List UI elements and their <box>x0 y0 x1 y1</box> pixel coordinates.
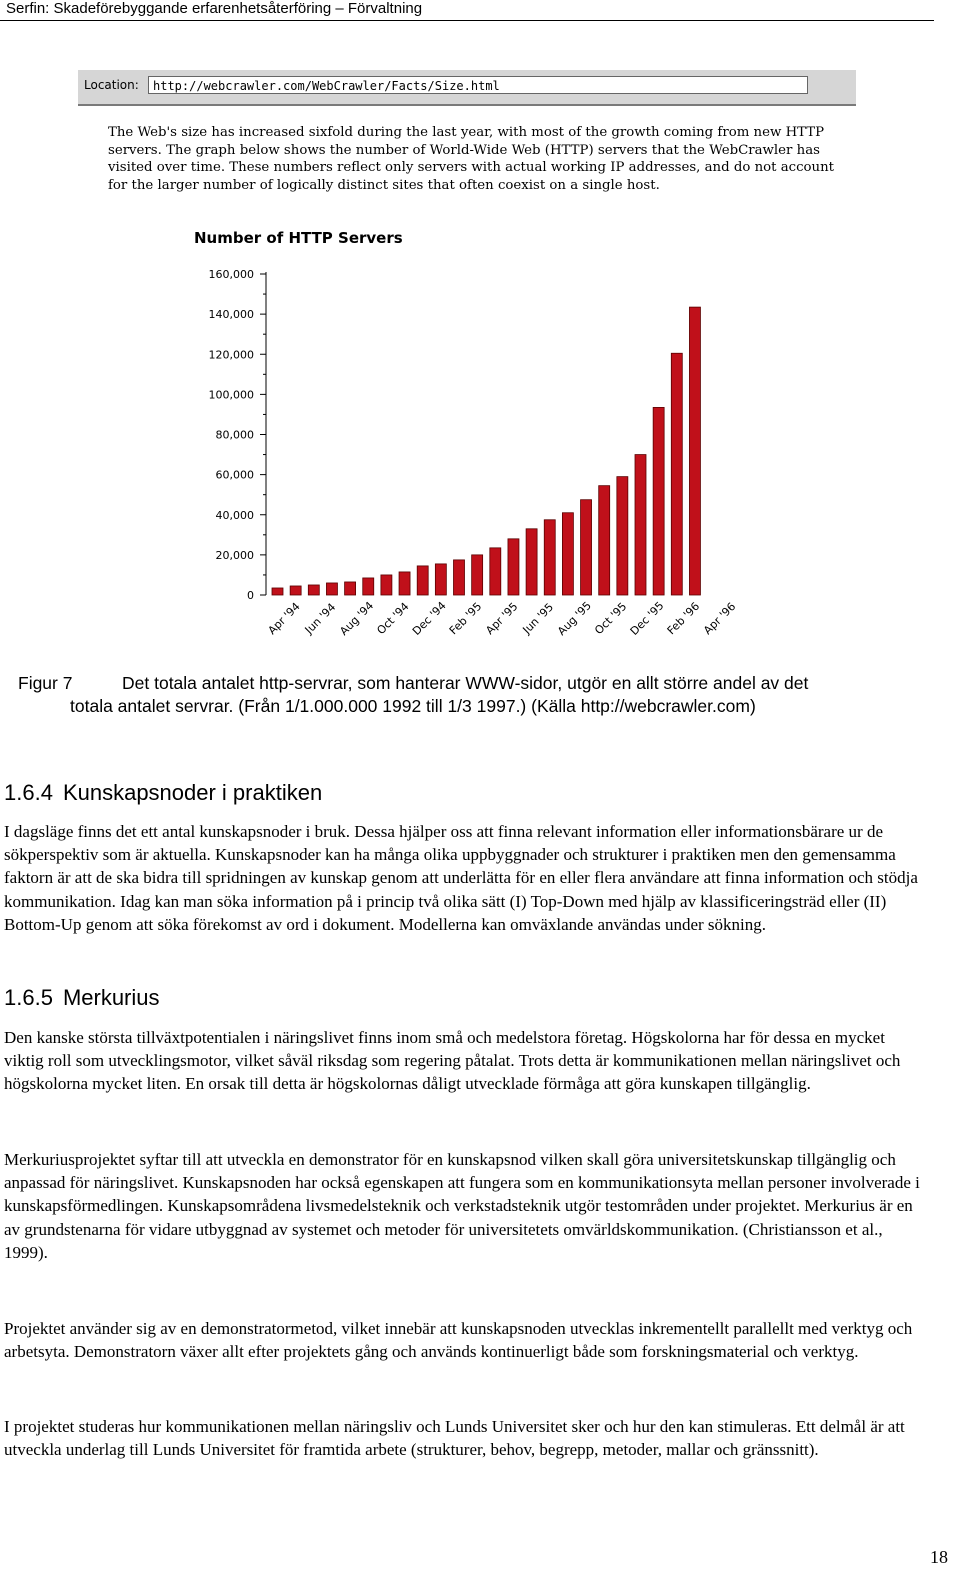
x-tick-label: Oct '95 <box>592 599 630 638</box>
paragraph: I projektet studeras hur kommunikationen mellan näringsliv och Lunds Universitet sker och hur den kan stimuleras. Ett delmål är att utveckla underlag till Lunds Universitet för framtida arbete (strukturer, behov, begrepp, metoder, mallar och gränssnitt). <box>4 1417 905 1460</box>
bar <box>653 407 664 595</box>
bar <box>381 575 392 595</box>
x-tick-label: Jun '94 <box>302 600 339 637</box>
y-tick-label: 120,000 <box>208 348 254 362</box>
y-tick-label: 60,000 <box>215 468 254 482</box>
bar <box>689 307 700 595</box>
paragraph-kunskapsnoder: I dagsläge finns det ett antal kunskapsnoder i bruk. Dessa hjälper oss att finna relevant information eller informationsbärare ur de sökperspektiv som är aktuella. Kunskapsnoder kan ha många olika uppbyggnader och strukturer i praktiken men den gemensamma faktorn är att de ska bidra till spridningen av kunskap genom att underlätta för en eller flera användare att finna information och stödja kommunikation. Idag kan man söka information på i princip två olika sätt (I) Top-Down med hjälp av klassificeringsträd eller (II) Bottom-Up genom att söka förekomst av ord i dokument. Modellerna kan omväxlande användas under sökning. <box>4 822 918 934</box>
chart-title: Number of HTTP Servers <box>194 229 403 247</box>
section-number: 1.6.5 <box>4 985 53 1010</box>
bar <box>345 582 356 595</box>
bar <box>435 564 446 595</box>
caption-line-1: Det totala antalet http-servrar, som hanterar WWW-sidor, utgör en allt större andel av det <box>122 673 809 693</box>
x-tick-label: Feb '95 <box>446 599 485 638</box>
caption-line-2: totala antalet servrar. (Från 1/1.000.000 1992 till 1/3 1997.) (Källa http://webcrawler.com) <box>70 696 756 716</box>
section-heading-kunskapsnoder <box>4 780 322 806</box>
bar <box>544 520 555 595</box>
bar <box>417 566 428 595</box>
section-heading-merkurius <box>4 985 160 1011</box>
header-rule <box>0 20 934 21</box>
bar <box>308 585 319 595</box>
y-tick-label: 160,000 <box>208 268 254 281</box>
bar <box>635 455 646 595</box>
paragraph: Projektet använder sig av en demonstratormetod, vilket innebär att kunskapsnoden utvecklas inkrementellt parallellt med verktyg och arbetsyta. Demonstratorn växer allt efter projektets gång och används kontinuerligt både som forskningsmaterial och verktyg. <box>4 1319 913 1362</box>
paragraph: Den kanske största tillväxtpotentialen i näringslivet finns inom små och medelstora företag. Högskolorna har för dessa en mycket viktig roll som utvecklingsmotor, vilket såväl riksdag som regering påtalat. Trots detta är kommunikationen mellan näringslivet och högskolorna mycket liten. En orsak till detta är högskolornas dåligt utvecklade förmåga att göra kunskapen tillgänglig. <box>4 1028 901 1094</box>
y-tick-label: 20,000 <box>215 548 254 562</box>
bar <box>399 572 410 595</box>
figure-caption <box>18 672 928 718</box>
running-header: Serfin: Skadeförebyggande erfarenhetsåterföring – Förvaltning <box>6 0 423 17</box>
section-title: Merkurius <box>62 985 160 1010</box>
y-tick-label: 40,000 <box>215 508 254 522</box>
bar <box>526 529 537 595</box>
figure-label: Figur 7 <box>18 673 73 693</box>
bar <box>599 486 610 595</box>
x-tick-label: Apr '95 <box>483 599 521 638</box>
location-url-field: http://webcrawler.com/WebCrawler/Facts/Size.html <box>148 76 808 94</box>
x-tick-label: Apr '96 <box>701 599 739 638</box>
x-tick-label: Aug '95 <box>555 599 594 638</box>
embedded-screenshot <box>78 70 856 660</box>
x-tick-label: Apr '94 <box>265 599 303 638</box>
paragraph: Merkuriusprojektet syftar till att utveckla en demonstrator för en kunskapsnod vilken skall göra universitetskunskap tillgänglig och anpassad för näringslivet. Kunskapsnoden har också egenskapen att fungera som en kommunikationsyta mellan personer involverade i kunskapsförmedlingen. Kunskapsområdena livsmedelsteknik och verkstadsteknik utgör testområden under projektet. Merkurius är en av grundstenarna för vidare utbyggnad av systemet och metoder för universitetets omvärldskommunikation. (Christiansson et al., 1999). <box>4 1150 920 1262</box>
section-number: 1.6.4 <box>4 780 53 805</box>
bar <box>562 513 573 595</box>
section-title: Kunskapsnoder i praktiken <box>62 780 323 805</box>
bar <box>326 583 337 595</box>
y-tick-label: 80,000 <box>215 428 254 442</box>
bar <box>290 586 301 595</box>
x-tick-label: Dec '94 <box>409 599 449 638</box>
page-number: 18 <box>930 1547 948 1567</box>
bar <box>617 477 628 595</box>
x-tick-label: Oct '94 <box>374 599 412 638</box>
bar <box>581 500 592 595</box>
location-label: Location: <box>84 78 139 92</box>
bar <box>454 560 465 595</box>
bar <box>508 539 519 595</box>
x-tick-label: Feb '96 <box>664 599 703 638</box>
x-tick-label: Jun '95 <box>520 600 557 637</box>
bar <box>671 353 682 595</box>
bar <box>363 578 374 595</box>
y-tick-label: 100,000 <box>208 388 254 402</box>
http-servers-chart <box>78 70 856 660</box>
bar <box>472 555 483 595</box>
bar <box>490 548 501 595</box>
bar <box>272 588 283 595</box>
y-tick-label: 140,000 <box>208 308 254 322</box>
y-tick-label: 0 <box>247 589 254 602</box>
screenshot-intro-text: The Web's size has increased sixfold during the last year, with most of the growth coming from new HTTP servers. The graph below shows the number of World-Wide Web (HTTP) servers that the WebCrawler has visited over time. These numbers reflect only servers with actual working IP addresses, and do not account for the larger number of logically distinct sites that often coexist on a single host. <box>108 125 835 193</box>
x-tick-label: Aug '94 <box>337 599 377 638</box>
x-tick-label: Dec '95 <box>627 599 667 638</box>
